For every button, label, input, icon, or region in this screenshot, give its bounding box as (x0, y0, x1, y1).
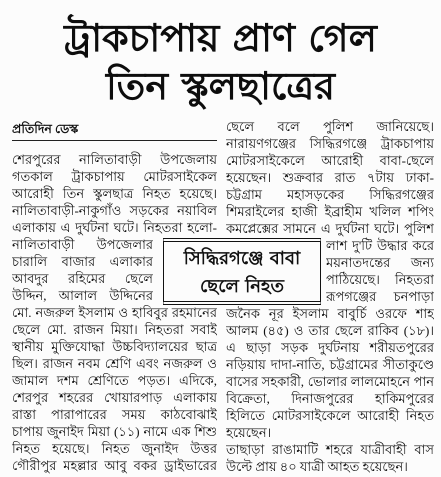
callout-line-1: সিদ্ধিরগঞ্জে বাবা (183, 248, 301, 269)
headline-line-2: তিন স্কুলছাত্রের (105, 64, 336, 108)
callout-box (163, 238, 321, 305)
article-line: এ ছাড়া সড়ক দুর্ঘটনায় শরীয়তপুরের (226, 340, 434, 355)
article-line: আলম (৪৫) ও তার ছেলে রাকিব (১৮)। (226, 323, 434, 338)
article-line: রাস্তা পারাপারের সময় কাঠবোঝাই (12, 407, 217, 422)
article-line: বাসের সহকারী, ভোলার লালমোহনে পান (226, 374, 434, 389)
article-line: কমপ্লেক্সের সামনে এ দুর্ঘটনা ঘটে। পুলিশ (226, 221, 434, 236)
article-line: পাঠিয়েছে। নিহতরা (326, 272, 434, 287)
article-line: চট্টগ্রাম মহাসড়কের সিদ্ধিরগঞ্জের (226, 187, 434, 202)
article-line: তাছাড়া রাঙামাটি শহরে যাত্রীবাহী বাস (226, 442, 434, 457)
article-line: উল্টে প্রায় ৪০ যাত্রী আহত হয়েছেন। (226, 459, 408, 474)
article-line: হয়েছেন। (226, 425, 272, 440)
article-line: স্থানীয় মুক্তিযোদ্ধা উচ্চবিদ্যালয়ের ছাত্র (12, 339, 217, 354)
article-line: হয়েছেন। শুক্রবার রাত ৭টায় ঢাকা- (226, 170, 434, 185)
article-line: গৌরীপুর মহল্লার আবু বকর ড্রাইভারের (12, 458, 217, 473)
article-line: আবদুর রহিমের ছেলে (12, 271, 153, 286)
article-line: বিক্রেতা, দিনাজপুরের হাকিমপুরের (226, 391, 434, 406)
byline: প্রতিদিন ডেস্ক (12, 122, 79, 136)
article-line: শেরপুরের নালিতাবাড়ী উপজেলায় (12, 152, 217, 167)
article-line: নালিতাবাড়ী উপজেলার (12, 237, 153, 252)
article-line: জনৈক নূর ইসলাম বাবুর্চি ওরফে শাহ (226, 306, 434, 321)
article-line: নিহত হয়েছে। নিহত জুনাইদ উত্তর (12, 441, 217, 456)
article-line: আরোহী তিন স্কুলছাত্র নিহত হয়েছে। (12, 186, 217, 201)
article-line: উদ্দিন, আলাল উদ্দিনের (12, 288, 153, 303)
article-line: মো. নজরুল ইসলাম ও হাবিবুর রহমানের (12, 305, 217, 320)
byline-rule (12, 140, 217, 141)
article-line: ময়নাতদন্তের জন্য (326, 255, 434, 270)
callout-line-2: ছেলে নিহত (200, 276, 284, 297)
article-line: গতকাল ট্রাকচাপায় মোটরসাইকেল (12, 169, 217, 184)
article-line: ছিল। রাজন নবম শ্রেণি এবং নজরুল ও (12, 356, 217, 371)
article-line: লাশ দু'টি উদ্ধার করে (326, 238, 434, 253)
article-line: শিমরাইলের হাজী ইব্রাহীম খলিল শপিং (226, 204, 434, 219)
article-line: নারায়ণগঞ্জের সিদ্ধিরগঞ্জে ট্রাকচাপায় (226, 136, 434, 151)
article-line: নালিতাবাড়ী-নাকুগাঁও সড়কের নয়াবিল (12, 203, 217, 218)
article-line: মোটরসাইকেলে আরোহী বাবা-ছেলে (226, 153, 434, 168)
article-line: চারালি বাজার এলাকার (12, 254, 153, 269)
article-line: ছেলে বলে পুলিশ জানিয়েছে। (226, 119, 434, 134)
article-line: রূপগঞ্জের চনপাড়া (326, 289, 434, 304)
article-line: হিলিতে মোটরসাইকেলে আরোহী নিহত (226, 408, 434, 423)
article-line: ছেলে মো. রাজন মিয়া। নিহতরা সবাই (12, 322, 217, 337)
article-column-left (12, 151, 217, 474)
article-line: শেরপুর শহরের খোয়ারপাড় এলাকায় (12, 390, 217, 405)
article-line: এলাকায় এ দুর্ঘটনা ঘটে। নিহতরা হলো- (12, 220, 217, 235)
article-line: চাপায় জুনাইদ মিয়া (১১) নামে এক শিশু (12, 424, 217, 439)
article-line: জামাল দশম শ্রেণিতে পড়ত। এদিকে, (12, 373, 217, 388)
article-line: নড়িয়ায় দাদা-নাতি, চট্টগ্রামের সীতাকুণ্ডে (226, 357, 434, 372)
headline-line-1: ট্রাকচাপায় প্রাণ গেল (64, 16, 377, 60)
